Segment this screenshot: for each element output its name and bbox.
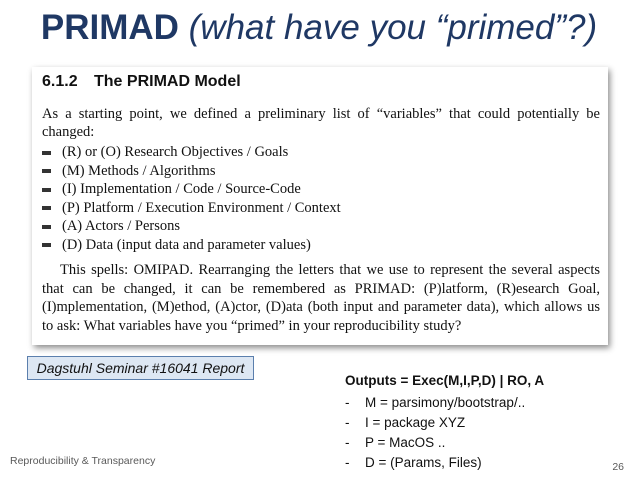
list-item: - M = parsimony/bootstrap/.. [345,395,526,410]
list-item: (D) Data (input data and parameter values) [42,236,341,255]
outputs-list [345,393,544,473]
outputs-block [345,371,544,473]
list-item: (P) Platform / Execution Environment / Context [42,199,341,218]
report-excerpt [32,67,608,345]
closing-paragraph: This spells: OMIPAD. Rearranging the letters that we use to represent the several aspects that can be changed, it can be remembered as PRIMAD: (P)latform, (R)esearch Goal, (I)mplementation, (M)ethod, (A)ctor, (D)ata (both input and parameter data), which allows us to ask: What variables have you “primed” in your reproducibility study? [42,262,600,334]
slide-title [0,8,638,48]
list-item: - I = package XYZ [345,415,466,430]
list-item: (A) Actors / Persons [42,217,341,236]
title-primad: PRIMAD [40,8,179,47]
section-number: 6.1.2 [42,73,78,90]
section-heading [42,73,241,91]
bullet-icon [42,225,51,229]
list-item: - D = (Params, Files) [345,455,482,470]
outputs-heading: Outputs = Exec(M,I,P,D) | RO, A [345,373,545,388]
bullet-icon [42,206,51,210]
variables-list [42,143,341,254]
page-number: 26 [612,461,624,473]
bullet-icon [42,243,51,247]
reference-label: Dagstuhl Seminar #16041 Report [27,356,254,380]
bullet-icon [42,169,51,173]
list-item: (R) or (O) Research Objectives / Goals [42,143,341,162]
footer-text: Reproducibility & Transparency [10,455,156,467]
title-subtitle: (what have you “primed”?) [188,8,598,47]
list-item: - P = MacOS .. [345,435,446,450]
section-title: The PRIMAD Model [94,73,241,90]
bullet-icon [42,188,51,192]
list-item: (M) Methods / Algorithms [42,162,341,181]
intro-paragraph: As a starting point, we defined a preliminary list of “variables” that could potentially be changed: [42,106,600,140]
bullet-icon [42,151,51,155]
list-item: (I) Implementation / Code / Source-Code [42,180,341,199]
